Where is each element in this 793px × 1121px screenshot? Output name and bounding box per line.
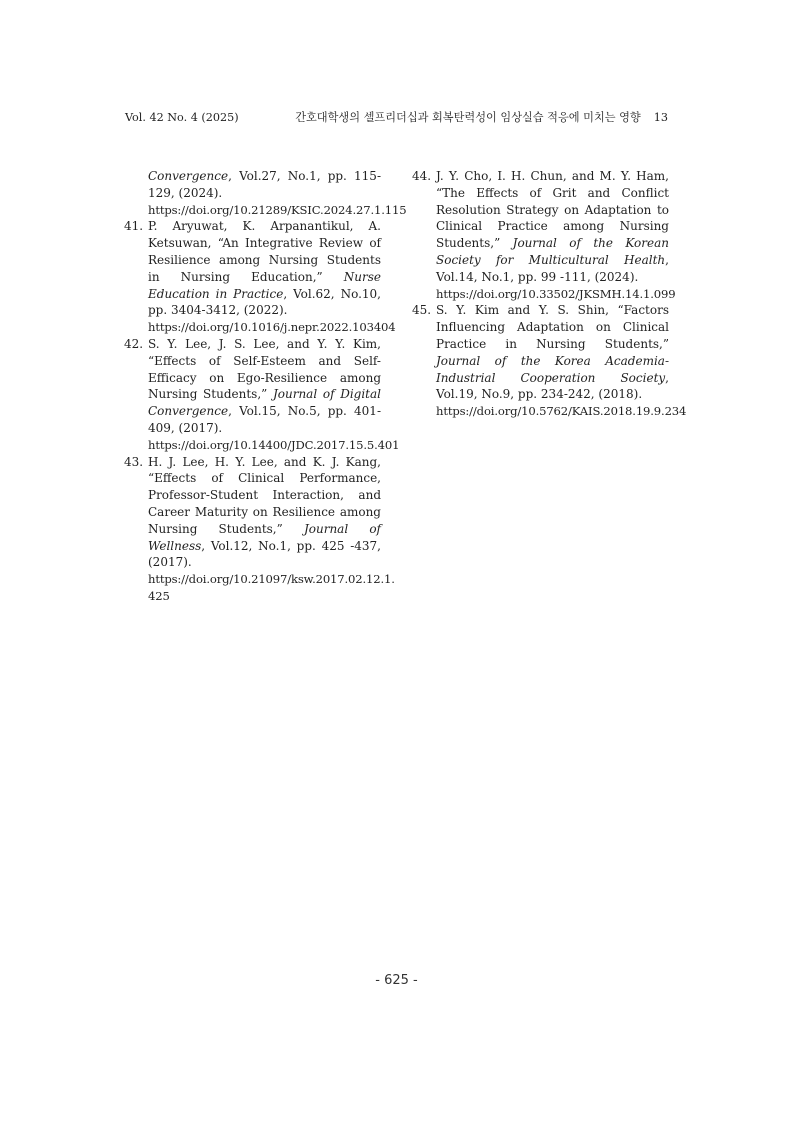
running-title <box>295 110 668 126</box>
reference-authors-title: S. Y. Lee, J. S. Lee, and Y. Y. Kim, “Effects of Self-Esteem and Self-Efficacy on Ego-Resilience among Nursing Students,” <box>148 336 381 402</box>
reference-doi: https://doi.org/10.33502/JKSMH.14.1.099 <box>436 286 676 301</box>
reference-authors-title: S. Y. Kim and Y. S. Shin, “Factors Influencing Adaptation on Clinical Practice in Nursing Students,” <box>436 303 669 351</box>
reference-number: 42. <box>124 336 144 351</box>
reference-authors-title: P. Aryuwat, K. Arpanantikul, A. Ketsuwan, “An Integrative Review of Resilience among Nursing Students in Nursing Education,” <box>148 219 381 284</box>
reference-authors-title: H. J. Lee, H. Y. Lee, and K. J. Kang, “Effects of Clinical Performance, Professor-Student Interaction, and Career Maturity on Resilience among Nursing Students,” <box>148 454 381 536</box>
reference-details: , Vol.15, No.5, pp. 401-409, (2017). <box>148 404 381 435</box>
reference-journal: Convergence <box>148 169 229 183</box>
reference-details: , Vol.62, No.10, pp. 3404-3412, (2022). <box>148 286 381 318</box>
reference-doi: https://doi.org/10.21289/KSIC.2024.27.1.115 <box>148 202 407 217</box>
reference-details: , Vol.19, No.9, pp. 234-242, (2018). <box>436 370 669 402</box>
reference-doi: https://doi.org/10.5762/KAIS.2018.19.9.234 <box>436 404 687 419</box>
reference-doi-tail: 425 <box>148 588 170 603</box>
reference-details: , Vol.12, No.1, pp. 425 -437, (2017). <box>148 538 381 570</box>
page-footer-number: - 625 - <box>375 973 418 988</box>
reference-item-44 <box>412 168 676 302</box>
reference-journal: Journal of Digital Convergence <box>148 387 381 419</box>
reference-doi: https://doi.org/10.1016/j.nepr.2022.103404 <box>148 320 396 335</box>
header-page-number: 13 <box>653 111 668 124</box>
reference-number: 45. <box>412 303 432 318</box>
references-left-column <box>124 168 407 605</box>
reference-number: 43. <box>124 454 144 469</box>
running-title-text: 간호대학생의 셀프리더십과 회복탄력성이 임상실습 적응에 미치는 영향 <box>295 111 641 124</box>
reference-item-42 <box>124 336 400 454</box>
references-right-column <box>412 168 687 420</box>
reference-doi: https://doi.org/10.21097/ksw.2017.02.12.1. <box>148 572 395 587</box>
reference-item-43 <box>124 454 395 605</box>
reference-details: , Vol.14, No.1, pp. 99 -111, (2024). <box>436 252 669 284</box>
reference-journal: Journal of the Korean Society for Multicultural Health <box>436 236 669 267</box>
reference-item-41 <box>124 218 396 336</box>
journal-volume: Vol. 42 No. 4 (2025) <box>125 111 239 124</box>
reference-number: 44. <box>412 169 432 183</box>
reference-doi: https://doi.org/10.14400/JDC.2017.15.5.401 <box>148 437 400 452</box>
reference-continuation <box>124 168 407 218</box>
reference-number: 41. <box>124 219 144 234</box>
reference-journal: Nurse Education in Practice <box>148 269 381 301</box>
reference-journal: Journal of the Korea Academia-Industrial Cooperation Society <box>436 353 669 385</box>
reference-item-45 <box>412 302 687 420</box>
reference-journal: Journal of Wellness <box>148 521 381 553</box>
reference-details: , Vol.27, No.1, pp. 115-129, (2024). <box>148 169 381 200</box>
reference-authors-title: J. Y. Cho, I. H. Chun, and M. Y. Ham, “The Effects of Grit and Conflict Resolution Strategy on Adaptation to Clinical Practice among Nursing Students,” <box>436 169 669 251</box>
